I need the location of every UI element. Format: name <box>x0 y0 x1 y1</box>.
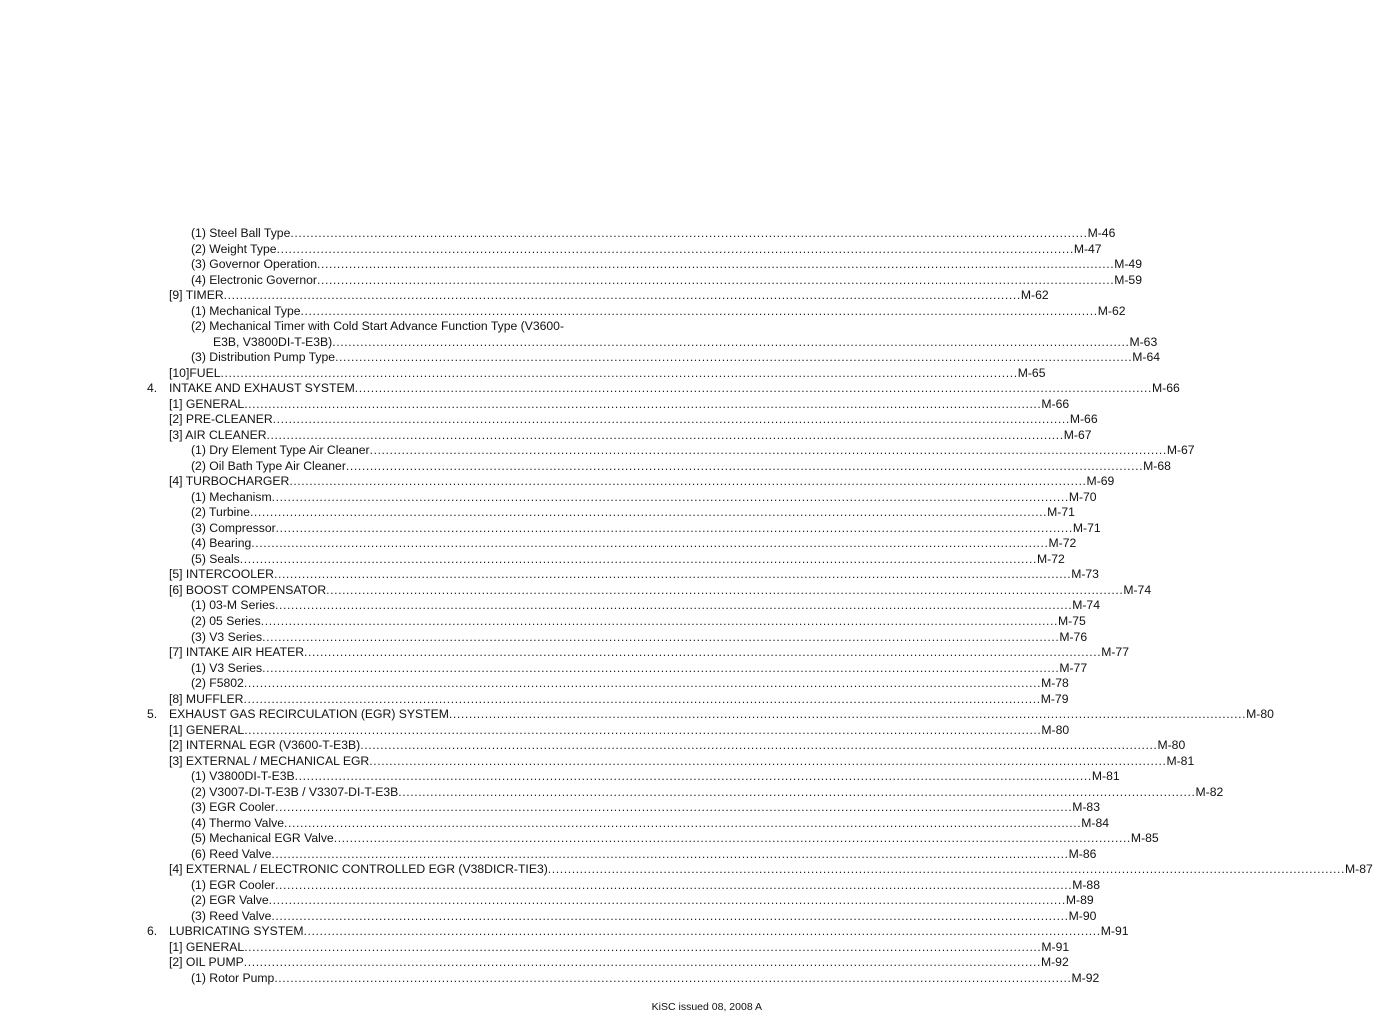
toc-entry-title: (1) Rotor Pump <box>191 970 275 985</box>
toc-entry-title: (4) Thermo Valve <box>191 815 285 830</box>
toc-page-number: M-80 <box>1246 707 1274 722</box>
toc-page-number: M-90 <box>1068 908 1097 923</box>
toc-entry-title: (6) Reed Valve <box>191 846 272 861</box>
toc-leader-dots: ........................................................................................................................................................................................................ <box>249 505 1048 520</box>
toc-entry-title: [2] INTERNAL EGR (V3600-T-E3B) <box>169 738 361 753</box>
toc-entry-title: (4) Electronic Governor <box>191 272 317 287</box>
toc-page-number: M-67 <box>1063 427 1092 442</box>
toc-entry-title: (5) Mechanical EGR Valve <box>191 831 334 846</box>
toc-page-number: M-66 <box>1152 381 1180 396</box>
toc-entry-link[interactable] <box>191 535 1077 551</box>
toc-leader-dots: ........................................................................................................................................................................................................ <box>448 707 1247 722</box>
toc-page-number: M-78 <box>1041 676 1069 691</box>
toc-leader-dots: ........................................................................................................................................................................................................ <box>304 645 1102 660</box>
toc-row <box>0 582 1152 598</box>
toc-row <box>0 349 1161 365</box>
toc-page-number: M-91 <box>1100 924 1129 939</box>
toc-entry-link[interactable] <box>169 644 1129 660</box>
toc-page-number: M-66 <box>1069 412 1098 427</box>
toc-row <box>0 489 1097 505</box>
toc-page-number: M-71 <box>1072 520 1101 535</box>
toc-entry-title: (3) Governor Operation <box>191 257 317 272</box>
toc-page-number: M-80 <box>1157 738 1186 753</box>
toc-entry-link[interactable] <box>191 303 1126 319</box>
toc-entry-link[interactable] <box>191 489 1097 505</box>
toc-page-number: M-77 <box>1101 645 1129 660</box>
toc-leader-dots: ........................................................................................................................................................................................................ <box>262 629 1060 644</box>
toc-page-number: M-85 <box>1130 831 1159 846</box>
toc-entry-title: (4) Bearing <box>191 536 252 551</box>
toc-row <box>0 272 1142 288</box>
toc-row <box>0 799 1100 815</box>
toc-leader-dots: ........................................................................................................................................................................................................ <box>243 955 1041 970</box>
toc-row <box>0 566 1099 582</box>
toc-entry-title: [1] GENERAL <box>169 396 245 411</box>
toc-page-number: M-80 <box>1041 722 1070 737</box>
toc-page-number: M-66 <box>1041 396 1070 411</box>
toc-page-number: M-46 <box>1087 226 1116 240</box>
toc-entry-link[interactable] <box>169 753 1195 769</box>
toc-leader-dots: ........................................................................................................................................................................................................ <box>244 939 1042 954</box>
toc-entry-link[interactable] <box>191 815 1110 831</box>
toc-leader-dots: ........................................................................................................................................................................................................ <box>354 381 1153 396</box>
toc-leader-dots: ........................................................................................................................................................................................................ <box>271 489 1069 504</box>
toc-page-number: M-92 <box>1071 970 1100 985</box>
toc-entry-title: [5] INTERCOOLER <box>169 567 274 582</box>
toc-leader-dots: ........................................................................................................................................................................................................ <box>268 893 1066 908</box>
toc-leader-dots: ........................................................................................................................................................................................................ <box>251 536 1049 551</box>
toc-entry-title: (1) EGR Cooler <box>191 877 275 892</box>
toc-entry-title: (1) V3 Series <box>191 660 263 675</box>
toc-entry-link[interactable] <box>191 877 1100 893</box>
toc-entry-link[interactable] <box>169 861 1373 877</box>
toc-entry-link[interactable] <box>191 892 1094 908</box>
toc-leader-dots: ........................................................................................................................................................................................................ <box>289 474 1087 489</box>
toc-entry-link[interactable] <box>169 954 1069 970</box>
toc-leader-dots: ........................................................................................................................................................................................................ <box>369 753 1167 768</box>
toc-entry-title: (1) Mechanical Type <box>191 303 301 318</box>
toc-entry-link[interactable] <box>169 427 1092 443</box>
toc-row <box>0 939 1070 955</box>
toc-entry-link[interactable] <box>191 520 1101 536</box>
toc-entry-link[interactable] <box>191 768 1120 784</box>
toc-leader-dots: ........................................................................................................................................................................................................ <box>262 660 1060 675</box>
toc-page-number: M-68 <box>1143 458 1171 473</box>
toc-entry-title: (1) Steel Ball Type <box>191 226 291 240</box>
toc-entry-link[interactable] <box>191 442 1195 458</box>
toc-page-number: M-79 <box>1040 691 1069 706</box>
toc-page-number: M-70 <box>1068 489 1097 504</box>
toc-entry-link[interactable] <box>191 660 1088 676</box>
toc-row <box>0 535 1077 551</box>
toc-entry-link[interactable] <box>169 473 1115 489</box>
toc-entry-link[interactable] <box>191 799 1100 815</box>
toc-leader-dots: ........................................................................................................................................................................................................ <box>260 614 1058 628</box>
toc-page-number: M-69 <box>1086 474 1115 489</box>
toc-row <box>0 954 1069 970</box>
toc-row <box>0 768 1120 784</box>
toc-leader-dots: ........................................................................................................................................................................................................ <box>239 551 1037 566</box>
toc-leader-dots: ........................................................................................................................................................................................................ <box>220 365 1018 380</box>
toc-page-number: M-59 <box>1114 272 1142 287</box>
toc-entry-link[interactable] <box>191 597 1100 613</box>
toc-row <box>0 629 1088 645</box>
toc-entry-title: (2) 05 Series <box>191 614 261 628</box>
toc-leader-dots: ........................................................................................................................................................................................................ <box>332 334 1130 349</box>
toc-entry-link[interactable] <box>169 706 1274 722</box>
toc-entry-title: [4] TURBOCHARGER <box>169 474 290 489</box>
toc-leader-dots: ........................................................................................................................................................................................................ <box>294 769 1092 784</box>
toc-entry-title: [2] PRE-CLEANER <box>169 412 273 427</box>
toc-entry-title: (2) Mechanical Timer with Cold Start Advance Function Type (V3600- <box>191 319 565 334</box>
toc-leader-dots: ........................................................................................................................................................................................................ <box>274 877 1073 892</box>
toc-leader-dots: ........................................................................................................................................................................................................ <box>345 458 1144 473</box>
toc-leader-dots: ........................................................................................................................................................................................................ <box>266 427 1064 442</box>
toc-entry-link[interactable] <box>169 287 1049 303</box>
toc-page-number: M-77 <box>1059 660 1088 675</box>
toc-entry-link[interactable] <box>191 629 1088 645</box>
toc-row <box>0 691 1069 707</box>
footer-issue-note: KiSC issued 08, 2008 A <box>651 1001 762 1013</box>
toc-entry-link[interactable] <box>191 846 1097 862</box>
toc-entry-title: [6] BOOST COMPENSATOR <box>169 582 327 597</box>
toc-row <box>0 303 1126 319</box>
toc-row <box>0 908 1097 924</box>
toc-entry-link[interactable] <box>169 365 1046 381</box>
toc-row <box>0 520 1101 536</box>
toc-leader-dots: ........................................................................................................................................................................................................ <box>223 288 1021 303</box>
toc-leader-dots: ........................................................................................................................................................................................................ <box>274 800 1073 815</box>
toc-row <box>0 613 1086 629</box>
toc-entry-title: [2] OIL PUMP <box>169 955 244 970</box>
toc-page-number: M-63 <box>1129 334 1158 349</box>
toc-entry-link[interactable] <box>191 241 1102 257</box>
toc-entry-link[interactable] <box>191 458 1171 474</box>
toc-entry-link[interactable] <box>169 411 1098 427</box>
toc-page-number: M-81 <box>1166 753 1195 768</box>
toc-entry-link[interactable] <box>191 349 1161 365</box>
toc-leader-dots: ........................................................................................................................................................................................................ <box>274 970 1072 985</box>
toc-chapter-number: 4. <box>147 381 158 396</box>
toc-row <box>0 892 1094 908</box>
toc-page-number: M-76 <box>1059 629 1088 644</box>
toc-entry-link[interactable] <box>191 504 1075 520</box>
toc-entry-link[interactable] <box>169 582 1152 598</box>
toc-leader-dots: ........................................................................................................................................................................................................ <box>316 272 1115 287</box>
toc-entry-title: (2) EGR Valve <box>191 893 269 908</box>
toc-row <box>0 877 1100 893</box>
toc-entry-title: (1) Mechanism <box>191 489 272 504</box>
toc-leader-dots: ........................................................................................................................................................................................................ <box>335 350 1133 365</box>
toc-chapter-number: 5. <box>147 707 158 722</box>
toc-entry-title: [3] AIR CLEANER <box>169 427 267 442</box>
toc-row <box>0 861 1373 877</box>
toc-row <box>0 225 1116 241</box>
toc-row <box>0 504 1075 520</box>
toc-row <box>0 722 1070 738</box>
toc-page-number: M-75 <box>1058 614 1086 628</box>
toc-row <box>0 411 1098 427</box>
toc-entry-link[interactable] <box>191 256 1142 272</box>
toc-leader-dots: ........................................................................................................................................................................................................ <box>271 846 1069 861</box>
toc-leader-dots: ........................................................................................................................................................................................................ <box>303 924 1101 939</box>
toc-page-number: M-81 <box>1091 769 1120 784</box>
toc-entry-title: (1) Dry Element Type Air Cleaner <box>191 443 370 458</box>
toc-entry-title: [10]FUEL <box>169 365 221 380</box>
toc-entry-link[interactable] <box>169 923 1129 939</box>
toc-row <box>0 256 1142 272</box>
toc-entry-title: (2) Weight Type <box>191 241 277 256</box>
toc-row <box>0 784 1224 800</box>
toc-row <box>0 551 1065 567</box>
toc-row <box>0 365 1046 381</box>
toc-row <box>0 318 794 334</box>
toc-row <box>0 706 1274 722</box>
toc-row <box>0 846 1097 862</box>
toc-page-number: M-86 <box>1068 846 1097 861</box>
toc-entry-link[interactable] <box>169 722 1070 738</box>
toc-entry-title: [3] EXTERNAL / MECHANICAL EGR <box>169 753 370 768</box>
toc-entry-link[interactable] <box>191 272 1142 288</box>
toc-row <box>0 458 1171 474</box>
toc-row <box>0 427 1092 443</box>
toc-leader-dots: ........................................................................................................................................................................................................ <box>271 908 1069 923</box>
toc-entry-title: E3B, V3800DI-T-E3B) <box>213 334 333 349</box>
toc-page-number: M-65 <box>1017 365 1046 380</box>
toc-row <box>0 923 1129 939</box>
toc-entry-title: [1] GENERAL <box>169 939 245 954</box>
toc-row <box>0 442 1195 458</box>
toc-page-number: M-73 <box>1071 567 1099 582</box>
toc-leader-dots: ........................................................................................................................................................................................................ <box>369 443 1167 458</box>
toc-entry-title: EXHAUST GAS RECIRCULATION (EGR) SYSTEM <box>169 707 449 722</box>
toc-page-number: M-91 <box>1041 939 1070 954</box>
toc-page-number: M-84 <box>1081 815 1110 830</box>
toc-page-number: M-74 <box>1072 598 1100 613</box>
toc-entry-title: (3) EGR Cooler <box>191 800 275 815</box>
toc-entry-link[interactable] <box>191 551 1065 567</box>
toc-leader-dots: ........................................................................................................................................................................................................ <box>273 567 1072 582</box>
toc-leader-dots: ........................................................................................................................................................................................................ <box>272 412 1070 427</box>
toc-leader-dots: ........................................................................................................................................................................................................ <box>275 520 1073 535</box>
toc-row <box>0 380 1180 396</box>
toc-leader-dots: ........................................................................................................................................................................................................ <box>290 226 1088 240</box>
toc-entry-link[interactable] <box>169 939 1070 955</box>
toc-leader-dots: ........................................................................................................................................................................................................ <box>244 722 1042 737</box>
toc-entry-link[interactable] <box>169 396 1070 412</box>
toc-page-number: M-82 <box>1195 784 1224 799</box>
toc-row <box>0 334 1158 350</box>
toc-page-number: M-89 <box>1065 893 1094 908</box>
toc-entry-title: [4] EXTERNAL / ELECTRONIC CONTROLLED EGR (V38DICR-TIE3) <box>169 862 548 877</box>
toc-entry-link[interactable] <box>169 737 1186 753</box>
toc-entry-title: (2) Oil Bath Type Air Cleaner <box>191 458 346 473</box>
toc-entry-title: (3) Compressor <box>191 520 276 535</box>
toc-page-number: M-72 <box>1037 551 1065 566</box>
toc-entry-link[interactable] <box>191 225 1116 241</box>
toc-leader-dots: ........................................................................................................................................................................................................ <box>333 831 1131 846</box>
toc-entry-title: (3) Reed Valve <box>191 908 272 923</box>
toc-leader-dots: ........................................................................................................................................................................................................ <box>243 691 1041 706</box>
toc-row <box>0 970 1100 986</box>
toc-leader-dots: ........................................................................................................................................................................................................ <box>360 738 1158 753</box>
toc-leader-dots: ........................................................................................................................................................................................................ <box>243 676 1042 691</box>
toc-page-number: M-64 <box>1132 350 1161 365</box>
toc-entry-link[interactable] <box>191 675 1069 691</box>
toc-entry-title: (1) 03-M Series <box>191 598 275 613</box>
toc-leader-dots: ........................................................................................................................................................................................................ <box>300 303 1098 318</box>
toc-entry-link[interactable] <box>191 784 1224 800</box>
toc-entry-title: (1) V3800DI-T-E3B <box>191 769 295 784</box>
toc-entry-link[interactable] <box>191 613 1086 629</box>
toc-page-number: M-71 <box>1047 505 1075 520</box>
toc-row <box>0 830 1159 846</box>
toc-chapter-number: 6. <box>147 924 158 939</box>
toc-entry-link[interactable] <box>169 691 1069 707</box>
toc-page-number: M-74 <box>1123 582 1152 597</box>
toc-row <box>0 287 1049 303</box>
toc-row <box>0 241 1102 257</box>
toc-entry-title: (2) F5802 <box>191 676 244 691</box>
toc-row <box>0 737 1186 753</box>
toc-entry-link[interactable] <box>191 830 1159 846</box>
toc-leader-dots: ........................................................................................................................................................................................................ <box>276 241 1074 256</box>
toc-row <box>0 473 1115 489</box>
toc-row <box>0 675 1069 691</box>
toc-page-number: M-62 <box>1097 303 1126 318</box>
toc-leader-dots: ........................................................................................................................................................................................................ <box>398 784 1196 799</box>
toc-page-number: M-72 <box>1048 536 1077 551</box>
toc-entry-title: INTAKE AND EXHAUST SYSTEM <box>169 381 355 396</box>
toc-entry-link[interactable] <box>191 908 1097 924</box>
toc-entry-title: (3) Distribution Pump Type <box>191 350 336 365</box>
toc-page-number: M-92 <box>1040 955 1069 970</box>
toc-entry-link[interactable] <box>213 334 1158 350</box>
toc-row <box>0 815 1110 831</box>
toc-row <box>0 644 1129 660</box>
toc-entry-link[interactable] <box>169 380 1180 396</box>
toc-leader-dots: ........................................................................................................................................................................................................ <box>274 598 1073 613</box>
toc-row <box>0 597 1100 613</box>
toc-entry-title: (2) V3007-DI-T-E3B / V3307-DI-T-E3B <box>191 784 399 799</box>
toc-entry-link[interactable] <box>191 970 1100 986</box>
toc-leader-dots: ........................................................................................................................................................................................................ <box>317 257 1115 272</box>
toc-page-number: M-47 <box>1073 241 1102 256</box>
toc-leader-dots: ........................................................................................................................................................................................................ <box>244 396 1042 411</box>
toc-row <box>0 660 1088 676</box>
toc-entry-title: [7] INTAKE AIR HEATER <box>169 645 304 660</box>
toc-leader-dots: ........................................................................................................................................................................................................ <box>284 815 1082 830</box>
toc-entry-title: LUBRICATING SYSTEM <box>169 924 304 939</box>
toc-entry-title: (3) V3 Series <box>191 629 263 644</box>
toc-leader-dots: ........................................................................................................................................................................................................ <box>326 582 1124 597</box>
toc-entry-title: [1] GENERAL <box>169 722 245 737</box>
toc-entry-title: (5) Seals <box>191 551 240 566</box>
toc-page-number: M-87 <box>1345 862 1373 877</box>
toc-page-number: M-88 <box>1072 877 1100 892</box>
toc-entry-link[interactable] <box>169 566 1099 582</box>
toc-row <box>0 753 1195 769</box>
toc-entry-title: (2) Turbine <box>191 505 250 520</box>
toc-leader-dots: ........................................................................................................................................................................................................ <box>547 862 1346 877</box>
toc-entry-title: [8] MUFFLER <box>169 691 244 706</box>
toc-row <box>0 396 1070 412</box>
toc-entry-title: [9] TIMER <box>169 288 224 303</box>
toc-page-number: M-62 <box>1020 288 1049 303</box>
toc-page-number: M-83 <box>1072 800 1100 815</box>
toc-page-number: M-49 <box>1114 257 1142 272</box>
toc-page-number: M-67 <box>1166 443 1195 458</box>
